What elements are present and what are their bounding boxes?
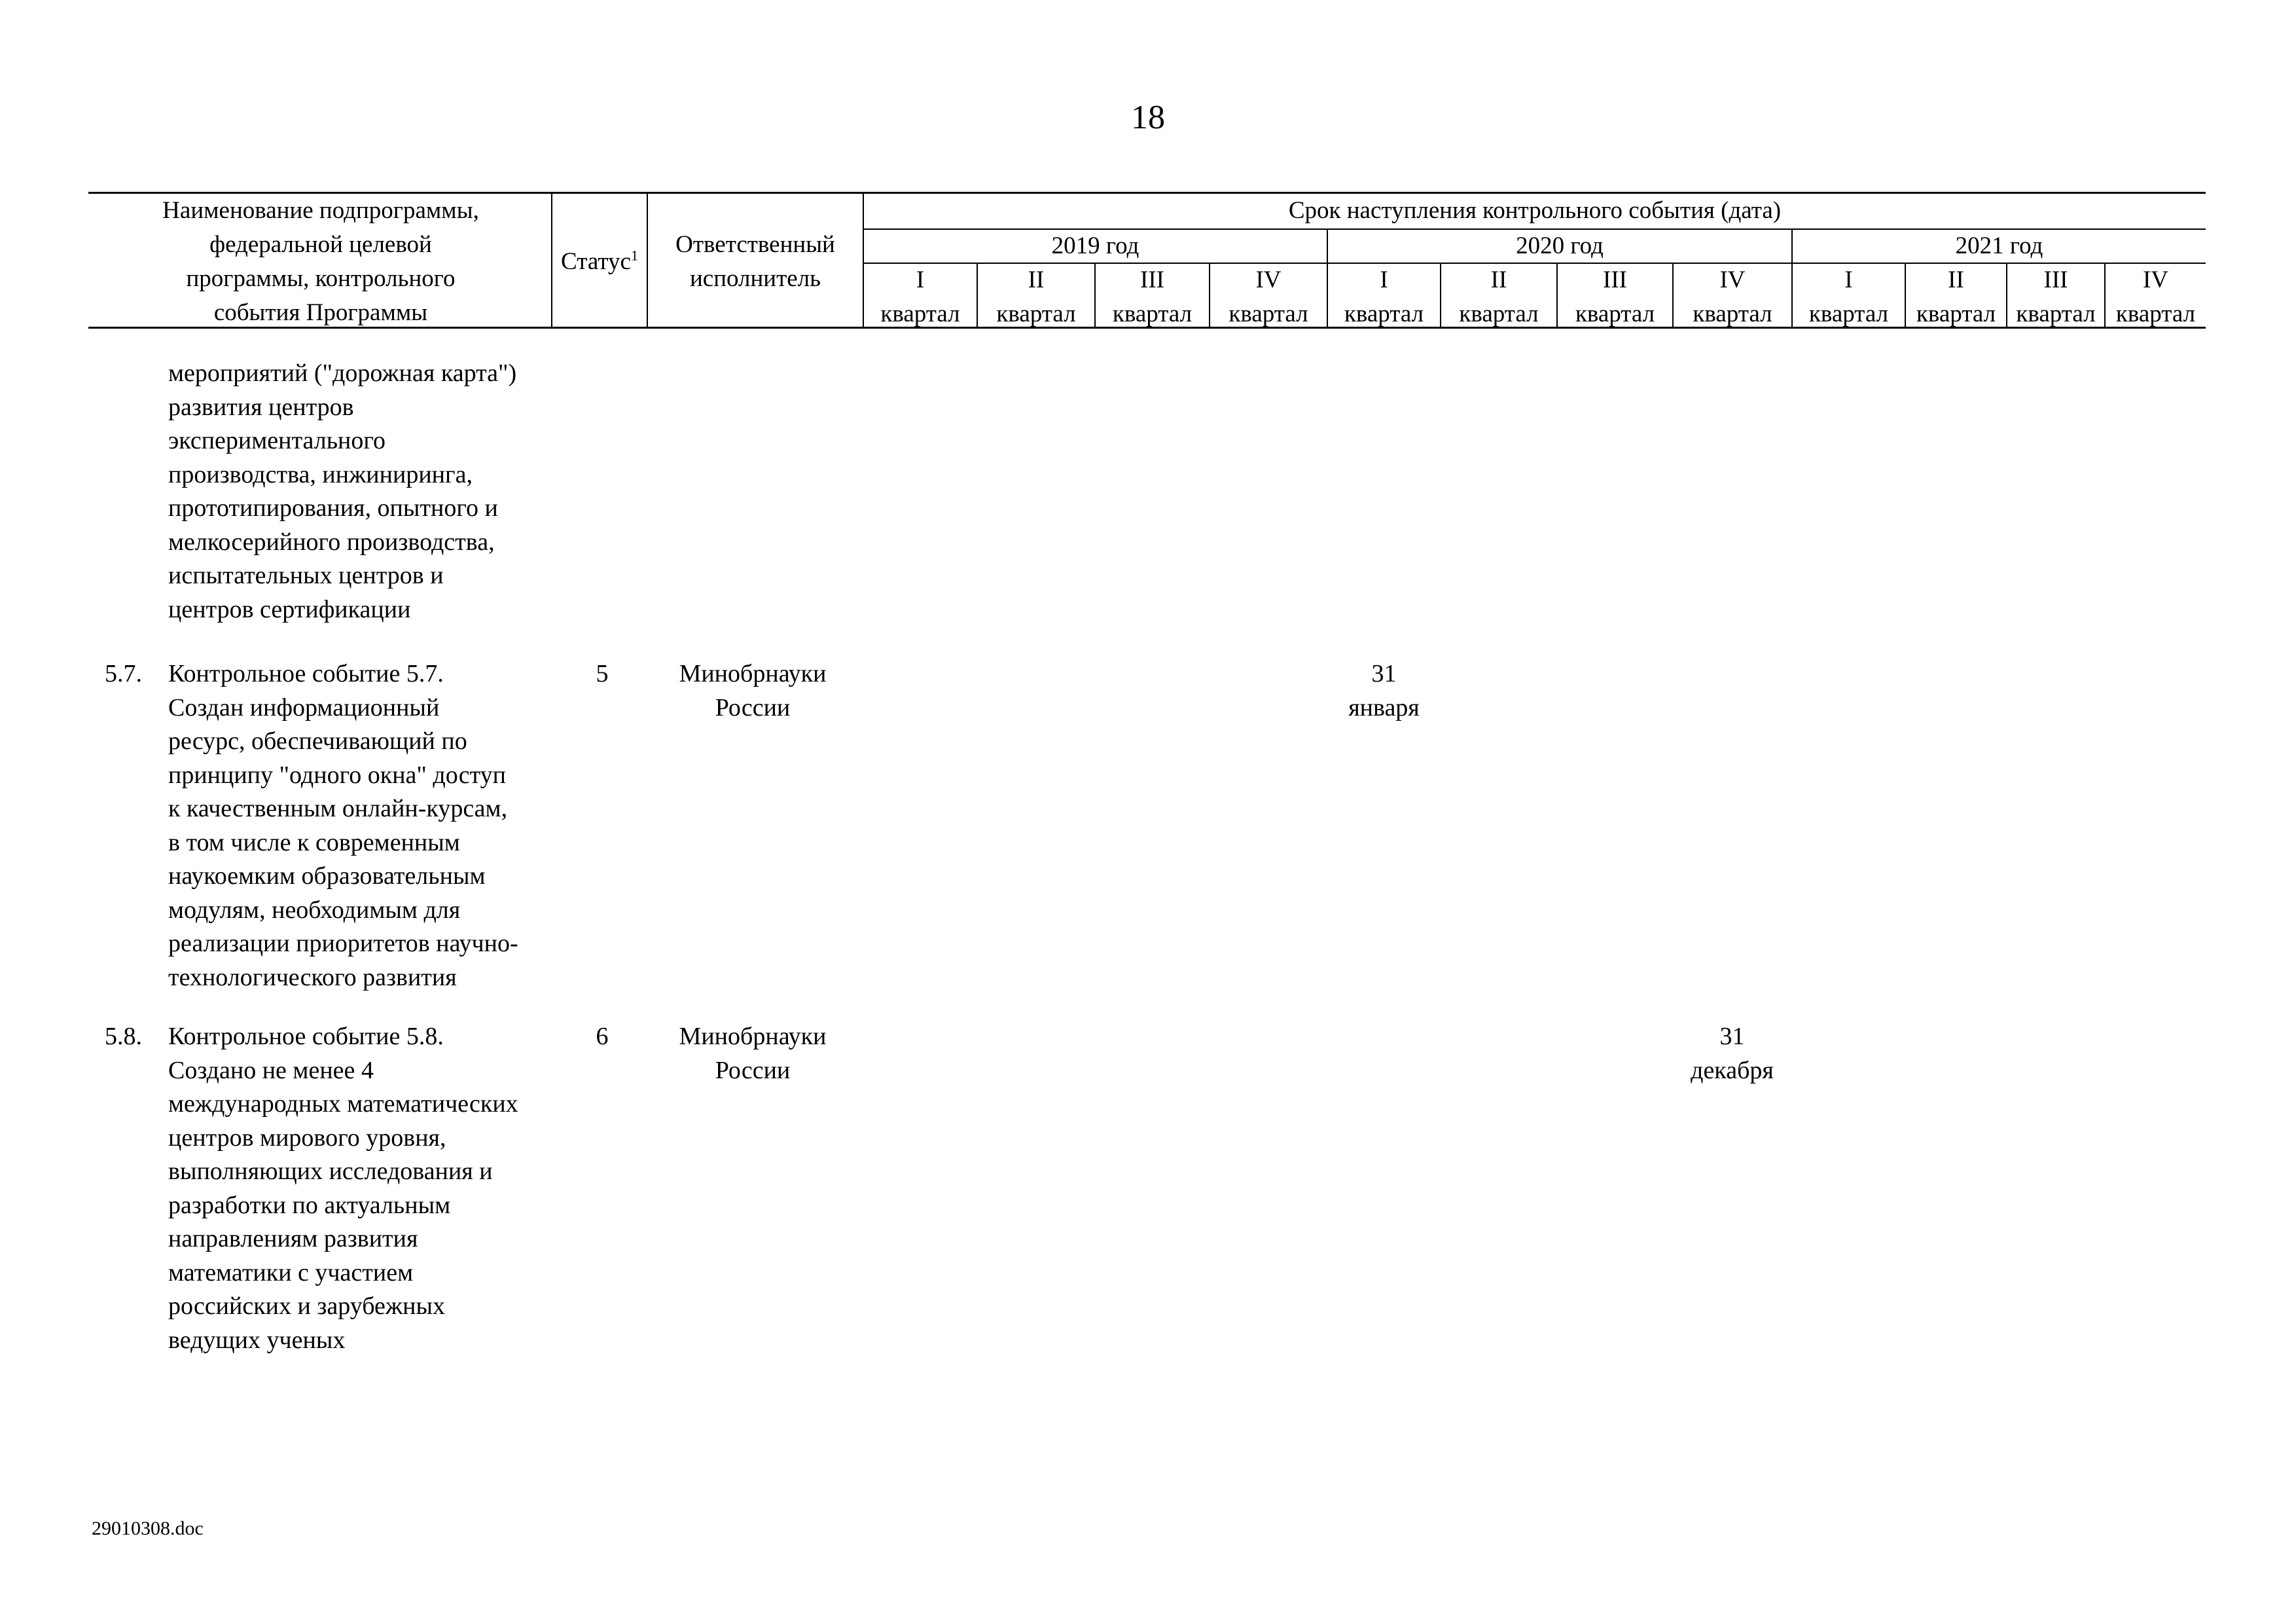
header-name-column [92, 194, 550, 330]
header-executor-line: исполнитель [689, 265, 821, 292]
header-deadline-title: Срок наступления контрольного события (дата) [1288, 197, 1782, 224]
header-quarter: II квартал [1459, 266, 1539, 327]
header-quarter: I квартал [1808, 266, 1889, 327]
header-name-line: федеральной целевой [209, 231, 432, 258]
header-executor-column [648, 228, 863, 296]
header-status-label: Статус [561, 248, 631, 275]
header-executor-line: Ответственный [675, 231, 835, 258]
header-quarter: III квартал [1112, 266, 1193, 327]
header-year-2020: 2020 год [1516, 232, 1604, 259]
row-5-7-description: Контрольное событие 5.7. Создан информационный ресурс, обеспечивающий по принципу "одного окна" доступ к качественным онлайн-курсам, в том числе к современным наукоемким образовательным модулям, необходимым для реализации приоритетов научно- технологического развития [168, 660, 518, 991]
row-5-8-deadline: 31 декабря [1691, 1023, 1774, 1084]
page-number: 18 [1131, 99, 1165, 136]
row-5-7-deadline: 31 января [1348, 660, 1420, 721]
header-year-2021: 2021 год [1955, 232, 2043, 259]
row-5-8-number: 5.8. [105, 1023, 142, 1050]
header-quarter: IV квартал [1229, 266, 1308, 327]
header-quarter: IV квартал [1693, 266, 1772, 327]
row-continuation-description: мероприятий ("дорожная карта") развития центров экспериментального производства, инжиниринга, прототипирования, опытного и мелкосерийного производства, испытательных центров и центров сертификации [168, 359, 517, 623]
row-5-7-executor: Минобрнауки России [679, 660, 827, 721]
header-quarter: III квартал [2016, 266, 2096, 327]
row-5-8-status: 6 [596, 1023, 609, 1050]
header-quarter: I квартал [1344, 266, 1424, 327]
row-5-8-description: Контрольное событие 5.8. Создано не менее 4 международных математических центров мирового уровня, выполняющих исследования и разработки по актуальным направлениям развития математики с участием российских и зарубежных ведущих ученых [168, 1023, 518, 1354]
row-5-8-executor: Минобрнауки России [679, 1023, 827, 1084]
header-quarter: IV квартал [2115, 266, 2196, 327]
header-quarter: I квартал [880, 266, 960, 327]
header-name-line: Наименование подпрограммы, [162, 197, 479, 224]
status-footnote-mark: 1 [630, 247, 638, 264]
header-quarter: III квартал [1575, 266, 1655, 327]
row-5-7-number: 5.7. [105, 660, 142, 687]
header-quarter: II квартал [1916, 266, 1996, 327]
header-status-column [552, 245, 647, 279]
table-header [0, 0, 2296, 340]
header-name-line: программы, контрольного [186, 265, 456, 292]
footer-filename: 29010308.doc [92, 1518, 204, 1539]
row-5-7-status: 5 [596, 660, 609, 687]
header-year-2019: 2019 год [1051, 232, 1139, 259]
header-name-line: события Программы [213, 299, 428, 326]
header-quarter: II квартал [996, 266, 1076, 327]
